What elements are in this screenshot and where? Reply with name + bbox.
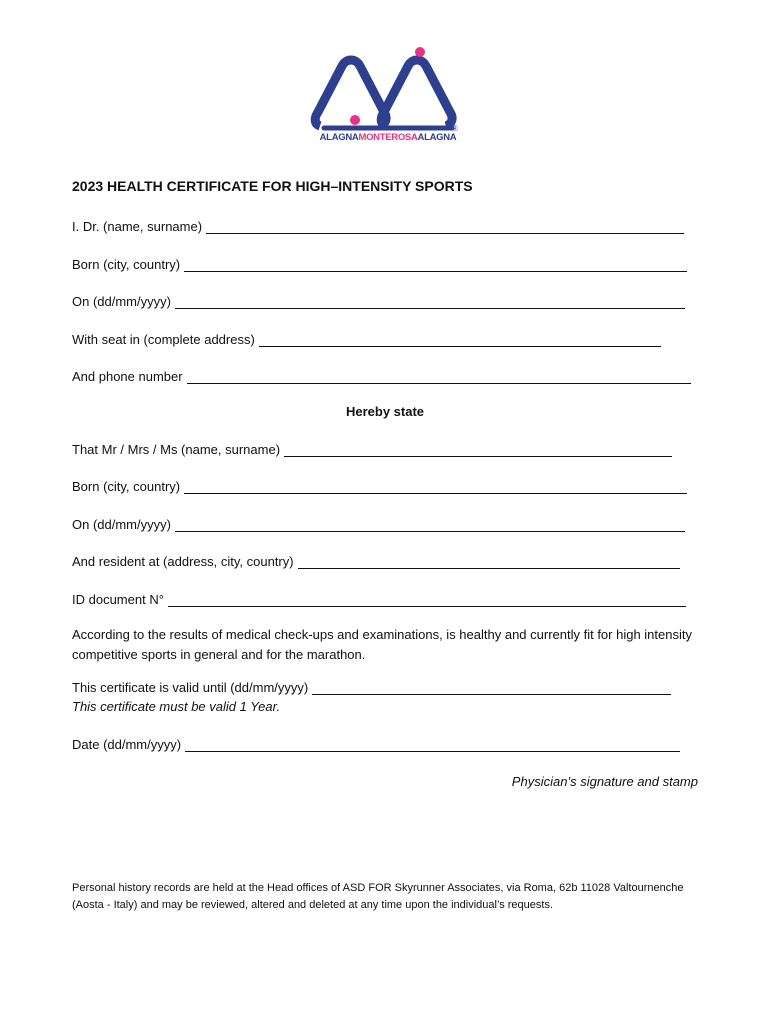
patient-resident-label: And resident at (address, city, country)	[72, 554, 294, 569]
doctor-phone-label: And phone number	[72, 369, 183, 384]
valid-until-field[interactable]	[312, 682, 671, 695]
certificate-title: 2023 HEALTH CERTIFICATE FOR HIGH–INTENSITY SPORTS	[72, 178, 473, 194]
validity-note: This certificate must be valid 1 Year.	[72, 699, 281, 714]
logo-text-part1: ALAGNA	[319, 132, 359, 143]
patient-resident-row	[72, 551, 680, 569]
date-label: Date (dd/mm/yyyy)	[72, 737, 182, 752]
date-row	[72, 734, 680, 752]
patient-birthdate-label: On (dd/mm/yyyy)	[72, 517, 171, 532]
logo-mark-icon	[310, 44, 466, 136]
valid-until-row	[72, 677, 671, 695]
logo-text-part2: MONTEROSA	[358, 132, 418, 143]
logo-wordmark	[310, 132, 466, 143]
doctor-born-field[interactable]	[184, 259, 687, 272]
patient-birthdate-row	[72, 514, 685, 532]
date-field[interactable]	[185, 739, 680, 752]
registered-mark: ®	[452, 124, 458, 133]
doctor-born-row	[72, 254, 687, 272]
doctor-birthdate-label: On (dd/mm/yyyy)	[72, 294, 171, 309]
doctor-seat-field[interactable]	[259, 334, 661, 347]
doctor-born-label: Born (city, country)	[72, 257, 181, 272]
patient-resident-field[interactable]	[298, 556, 680, 569]
doctor-birthdate-field[interactable]	[175, 296, 685, 309]
patient-id-label: ID document N°	[72, 592, 164, 607]
organization-logo	[310, 44, 466, 150]
doctor-seat-label: With seat in (complete address)	[72, 332, 255, 347]
privacy-footer: Personal history records are held at the Head offices of ASD FOR Skyrunner Associates, via Roma, 62b 11028 Valtournenche (Aosta - Italy) and may be reviewed, altered and deleted at any time upon the individual’s requests.	[72, 882, 684, 911]
patient-born-label: Born (city, country)	[72, 479, 181, 494]
doctor-name-row	[72, 216, 684, 234]
patient-born-field[interactable]	[184, 481, 687, 494]
logo-text-part3: ALAGNA	[417, 132, 457, 143]
patient-id-field[interactable]	[168, 594, 686, 607]
patient-id-row	[72, 589, 686, 607]
patient-name-row	[72, 439, 672, 457]
doctor-name-label: I. Dr. (name, surname)	[72, 219, 203, 234]
hereby-state-heading: Hereby state	[345, 404, 425, 419]
fitness-statement: According to the results of medical check-ups and examinations, is healthy and currently fit for high intensity competitive sports in general and for the marathon.	[72, 627, 692, 662]
doctor-birthdate-row	[72, 291, 685, 309]
doctor-phone-field[interactable]	[187, 371, 691, 384]
patient-born-row	[72, 476, 687, 494]
patient-birthdate-field[interactable]	[175, 519, 685, 532]
patient-name-label: That Mr / Mrs / Ms (name, surname)	[72, 442, 281, 457]
valid-until-label: This certificate is valid until (dd/mm/yyyy)	[72, 680, 309, 695]
signature-stamp-label: Physician’s signature and stamp	[511, 774, 698, 789]
patient-name-field[interactable]	[284, 444, 672, 457]
doctor-phone-row	[72, 366, 691, 384]
doctor-seat-row	[72, 329, 661, 347]
doctor-name-field[interactable]	[206, 221, 684, 234]
